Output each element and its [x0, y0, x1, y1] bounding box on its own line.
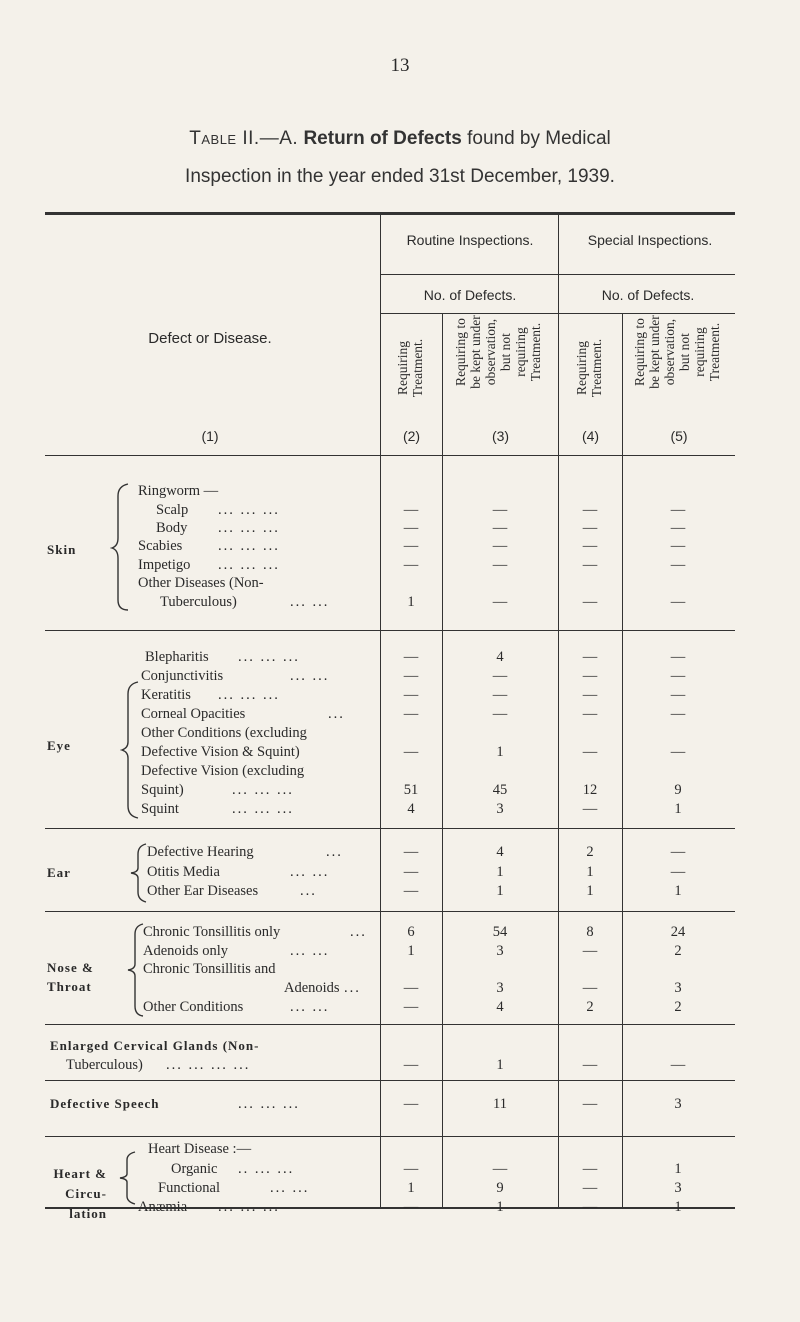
sep-nose-glands [45, 1024, 735, 1025]
table-cell: 3 [496, 943, 504, 959]
table-cell: — [582, 706, 598, 722]
table-cell: 8 [586, 924, 594, 940]
row-label: Scabies [138, 538, 183, 554]
brace-skin [110, 482, 130, 612]
table-cell: — [582, 980, 598, 996]
table-cell: 4 [496, 649, 504, 665]
table-cell: 11 [493, 1096, 507, 1112]
leader-dots: ... ... [290, 864, 330, 880]
table-cell: — [670, 864, 686, 880]
row-label: Other Conditions (excluding [141, 725, 307, 741]
table-cell: — [403, 883, 419, 899]
table-cell: — [670, 649, 686, 665]
row-label: Other Conditions [143, 999, 244, 1015]
table-cell: — [670, 538, 686, 554]
table-cell: 3 [674, 980, 682, 996]
leader-dots: ... ... ... [238, 649, 300, 665]
table-cell: — [403, 744, 419, 760]
col3-header: Requiring to be kept under observation, but not requiring Treatment. [453, 315, 543, 389]
table-cell: — [403, 999, 419, 1015]
sep-glands-speech [45, 1080, 735, 1081]
leader-dots: ... [350, 924, 367, 940]
table-cell: — [403, 844, 419, 860]
routine-header: Routine Inspections. [406, 232, 534, 248]
table-cell: 4 [496, 999, 504, 1015]
leader-dots: ... ... [290, 943, 330, 959]
group-defective-speech: Defective Speech [50, 1096, 160, 1111]
table-cell: — [582, 538, 598, 554]
brace-nose [125, 922, 145, 1018]
table-cell: 24 [670, 924, 686, 940]
row-label: Defective Vision (excluding [141, 763, 305, 779]
table-title [0, 128, 800, 150]
row-label: Blepharitis [145, 649, 209, 665]
table-cell: — [492, 1161, 508, 1177]
colnum-3: (3) [491, 428, 510, 444]
table-cell: 54 [492, 924, 508, 940]
table-cell: — [582, 594, 598, 610]
leader-dots: ... ... ... [218, 557, 280, 573]
table-cell: — [492, 668, 508, 684]
leader-dots: ... ... ... ... [166, 1057, 251, 1073]
col2-header: Requiring Treatment. [395, 338, 425, 398]
table-cell: — [670, 520, 686, 536]
row-label: Other Ear Diseases [147, 883, 259, 899]
table-cell: 4 [407, 801, 415, 817]
table-cell: 1 [674, 801, 682, 817]
title-rest: found by Medical [467, 128, 611, 149]
table-cell: — [492, 538, 508, 554]
row-label: Adenoids [284, 980, 340, 996]
row-label: Tuberculous) [66, 1057, 143, 1073]
table-cell: 1 [586, 864, 594, 880]
leader-dots: ... ... ... [238, 1096, 300, 1112]
table-cell: 1 [407, 943, 415, 959]
sep-skin-eye [45, 630, 735, 631]
table-cell: 9 [674, 782, 682, 798]
colnum-2: (2) [402, 428, 421, 444]
special-header: Special Inspections. [587, 232, 713, 248]
table-cell: — [492, 594, 508, 610]
table-cell: — [403, 557, 419, 573]
table-cell: 4 [496, 844, 504, 860]
table-cell: — [670, 744, 686, 760]
table-cell: — [403, 1057, 419, 1073]
leader-dots: ... [326, 844, 343, 860]
row-label: Impetigo [138, 557, 191, 573]
leader-dots: ... ... ... [218, 538, 280, 554]
table-cell: — [492, 520, 508, 536]
row-label: Other Diseases (Non- [138, 575, 264, 591]
table-cell: 12 [582, 782, 598, 798]
table-title-line2: Inspection in the year ended 31st December, 1939. [185, 166, 615, 187]
group-eye: Eye [47, 738, 71, 753]
table-cell: — [492, 706, 508, 722]
row-label: Chronic Tonsillitis only [143, 924, 281, 940]
row-label: Defective Hearing [147, 844, 254, 860]
table-cell: 2 [674, 999, 682, 1015]
table-cell: 3 [496, 801, 504, 817]
table-cell: 1 [674, 1199, 682, 1215]
col-line-2 [442, 313, 443, 1207]
leader-dots: ... ... ... [218, 520, 280, 536]
table-cell: 1 [496, 1199, 504, 1215]
table-cell: 1 [496, 1057, 504, 1073]
table-cell: — [403, 980, 419, 996]
brace-eye [120, 680, 140, 820]
table-cell: 3 [496, 980, 504, 996]
table-cell: 6 [407, 924, 415, 940]
table-cell: 1 [496, 864, 504, 880]
table-cell: 2 [586, 844, 594, 860]
table-cell: — [403, 1096, 419, 1112]
table-cell: 3 [674, 1096, 682, 1112]
table-cell: — [582, 1096, 598, 1112]
leader-dots: ... ... [290, 594, 330, 610]
leader-dots: ... [344, 980, 361, 996]
colnum-1: (1) [201, 428, 219, 444]
table-cell: — [582, 1057, 598, 1073]
row-label: Defective Vision & Squint) [141, 744, 300, 760]
table-cell: — [670, 1057, 686, 1073]
leader-dots: ... ... [270, 1180, 310, 1196]
table-cell: 1 [496, 883, 504, 899]
table-cell: 1 [586, 883, 594, 899]
row-label: Anæmia [138, 1199, 188, 1215]
row-label: Chronic Tonsillitis and [143, 961, 276, 977]
table-cell: 51 [403, 782, 419, 798]
table-cell: 2 [586, 999, 594, 1015]
table-cell: — [582, 687, 598, 703]
routine-no-defects: No. of Defects. [423, 287, 517, 303]
leader-dots: ... ... [290, 999, 330, 1015]
table-cell: — [492, 557, 508, 573]
colnum-4: (4) [581, 428, 600, 444]
table-cell: 1 [674, 1161, 682, 1177]
table-cell: — [582, 744, 598, 760]
table-cell: — [403, 520, 419, 536]
brace-heart [117, 1150, 137, 1206]
table-cell: 9 [496, 1180, 504, 1196]
row-label: Keratitis [141, 687, 191, 703]
table-cell: — [582, 557, 598, 573]
table-top-rule [45, 212, 735, 215]
table-cell: — [492, 687, 508, 703]
table-cell: — [670, 844, 686, 860]
table-cell: — [582, 801, 598, 817]
row-label: Heart Disease :— [148, 1141, 252, 1157]
leader-dots: ... ... ... [218, 1199, 280, 1215]
leader-dots: ... ... ... [218, 502, 280, 518]
special-no-defects: No. of Defects. [601, 287, 695, 303]
title-bold: Return of Defects [303, 128, 462, 149]
row-label: Scalp [156, 502, 189, 518]
row-label: Tuberculous) [160, 594, 237, 610]
table-cell: — [582, 1180, 598, 1196]
table-cell: — [670, 594, 686, 610]
table-cell: — [403, 538, 419, 554]
group-nose-throat: Nose & Throat [47, 960, 94, 994]
table-cell: — [403, 502, 419, 518]
table-cell: 45 [492, 782, 508, 798]
table-cell: 1 [407, 594, 415, 610]
table-cell: — [582, 668, 598, 684]
table-cell: 2 [674, 943, 682, 959]
table-cell: — [670, 706, 686, 722]
col-line-3 [558, 215, 559, 1207]
group-ear: Ear [47, 865, 71, 880]
table-cell: — [582, 520, 598, 536]
row-label: Squint [141, 801, 179, 817]
page-number: 13 [390, 55, 410, 76]
row-label: Body [156, 520, 188, 536]
row-label: Adenoids only [143, 943, 228, 959]
table-cell: — [403, 687, 419, 703]
row-label: Functional [158, 1180, 221, 1196]
table-cell: — [670, 668, 686, 684]
table-cell: 1 [674, 883, 682, 899]
table-cell: 3 [674, 1180, 682, 1196]
col5-header: Requiring to be kept under observation, but not requiring Treatment. [632, 315, 722, 389]
leader-dots: .. ... ... [238, 1161, 295, 1177]
row-label: Organic [171, 1161, 218, 1177]
table-cell: — [582, 943, 598, 959]
sep-ear-nose [45, 911, 735, 912]
table-cell: — [582, 1199, 598, 1215]
group-heart-circulation: Heart & Circu- lation [53, 1166, 107, 1221]
table-cell: — [403, 1199, 419, 1215]
brace-ear [128, 842, 148, 904]
sep-speech-heart [45, 1136, 735, 1137]
row-label: Corneal Opacities [141, 706, 246, 722]
table-cell: — [492, 502, 508, 518]
sep-eye-ear [45, 828, 735, 829]
table-cell: — [670, 557, 686, 573]
leader-dots: ... ... ... [232, 782, 294, 798]
header-bottom-rule [45, 455, 735, 456]
table-cell: — [403, 668, 419, 684]
leader-dots: ... ... ... [232, 801, 294, 817]
leader-dots: ... ... ... [218, 687, 280, 703]
table-cell: — [670, 687, 686, 703]
table-cell: — [403, 706, 419, 722]
colnum-5: (5) [670, 428, 688, 444]
table-cell: — [582, 1161, 598, 1177]
leader-dots: ... [300, 883, 317, 899]
row-label: Squint) [141, 782, 184, 798]
group-enlarged-glands: Enlarged Cervical Glands (Non- [50, 1038, 260, 1053]
leader-dots: ... [328, 706, 345, 722]
table-cell: — [403, 649, 419, 665]
col4-header: Requiring Treatment. [574, 338, 604, 398]
table-cell: — [582, 502, 598, 518]
title-prefix: Table II.—A. [189, 128, 299, 149]
table-cell: — [670, 502, 686, 518]
row-label: Conjunctivitis [141, 668, 224, 684]
row-label: Ringworm — [138, 483, 219, 499]
table-cell: — [582, 649, 598, 665]
table-cell: — [403, 1161, 419, 1177]
col-line-4 [622, 313, 623, 1207]
table-cell: 1 [407, 1180, 415, 1196]
group-skin: Skin [47, 542, 77, 557]
leader-dots: ... ... [290, 668, 330, 684]
row-label: Otitis Media [147, 864, 220, 880]
table-cell: — [403, 864, 419, 880]
table-cell: 1 [496, 744, 504, 760]
defect-col-header: Defect or Disease. [148, 330, 272, 347]
